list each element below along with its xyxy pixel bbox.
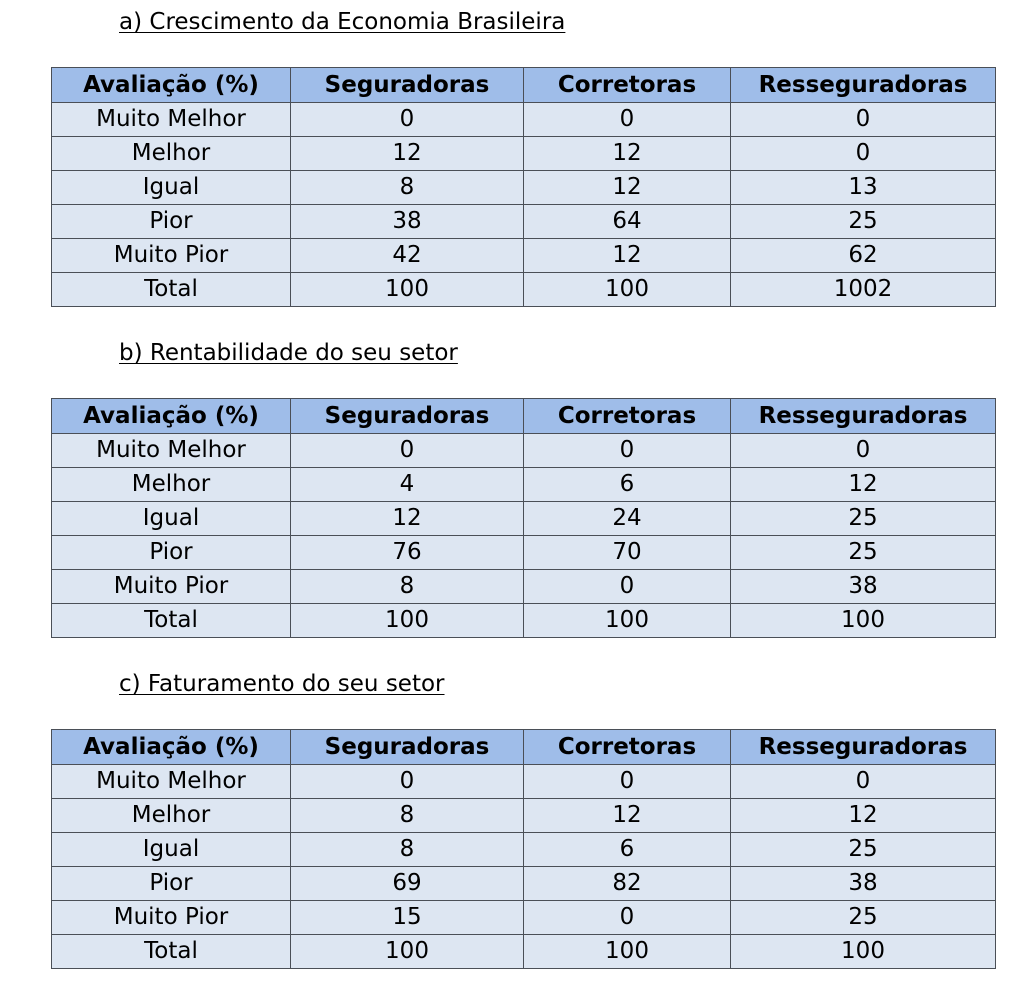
- row-label: Melhor: [52, 137, 291, 171]
- cell-corretoras: 6: [524, 833, 731, 867]
- row-label: Muito Melhor: [52, 765, 291, 799]
- cell-seguradoras: 100: [291, 273, 524, 307]
- table-row: [52, 468, 996, 502]
- cell-resseguradoras: 1002: [731, 273, 996, 307]
- section-title-economia: a) Crescimento da Economia Brasileira: [119, 9, 566, 35]
- row-label: Muito Melhor: [52, 103, 291, 137]
- cell-seguradoras: 76: [291, 536, 524, 570]
- header-corretoras: Corretoras: [524, 399, 731, 434]
- cell-corretoras: 0: [524, 103, 731, 137]
- row-label: Igual: [52, 833, 291, 867]
- header-resseguradoras: Resseguradoras: [731, 730, 996, 765]
- table-row: [52, 570, 996, 604]
- row-label: Muito Pior: [52, 901, 291, 935]
- cell-corretoras: 24: [524, 502, 731, 536]
- cell-seguradoras: 8: [291, 570, 524, 604]
- cell-seguradoras: 4: [291, 468, 524, 502]
- row-label: Pior: [52, 867, 291, 901]
- cell-corretoras: 0: [524, 901, 731, 935]
- row-label: Pior: [52, 205, 291, 239]
- cell-resseguradoras: 25: [731, 536, 996, 570]
- cell-resseguradoras: 25: [731, 205, 996, 239]
- row-label: Total: [52, 273, 291, 307]
- row-label: Total: [52, 604, 291, 638]
- cell-corretoras: 100: [524, 604, 731, 638]
- cell-seguradoras: 8: [291, 171, 524, 205]
- cell-seguradoras: 8: [291, 799, 524, 833]
- table-faturamento-setor: [51, 729, 996, 969]
- row-label: Total: [52, 935, 291, 969]
- table-row-total: [52, 273, 996, 307]
- row-label: Muito Melhor: [52, 434, 291, 468]
- row-label: Muito Pior: [52, 239, 291, 273]
- row-label: Muito Pior: [52, 570, 291, 604]
- cell-seguradoras: 38: [291, 205, 524, 239]
- table-row: [52, 799, 996, 833]
- cell-seguradoras: 100: [291, 604, 524, 638]
- header-resseguradoras: Resseguradoras: [731, 399, 996, 434]
- table-row-total: [52, 935, 996, 969]
- cell-resseguradoras: 0: [731, 434, 996, 468]
- cell-resseguradoras: 0: [731, 137, 996, 171]
- cell-seguradoras: 0: [291, 765, 524, 799]
- row-label: Melhor: [52, 799, 291, 833]
- header-seguradoras: Seguradoras: [291, 730, 524, 765]
- cell-corretoras: 12: [524, 239, 731, 273]
- cell-corretoras: 12: [524, 137, 731, 171]
- row-label: Igual: [52, 171, 291, 205]
- cell-resseguradoras: 12: [731, 799, 996, 833]
- row-label: Igual: [52, 502, 291, 536]
- table-row: [52, 434, 996, 468]
- header-corretoras: Corretoras: [524, 730, 731, 765]
- table-row: [52, 502, 996, 536]
- section-title-rentabilidade: b) Rentabilidade do seu setor: [119, 340, 458, 366]
- cell-resseguradoras: 12: [731, 468, 996, 502]
- table-row: [52, 536, 996, 570]
- cell-resseguradoras: 38: [731, 570, 996, 604]
- table-header-row: [52, 68, 996, 103]
- cell-seguradoras: 42: [291, 239, 524, 273]
- table-row: [52, 765, 996, 799]
- cell-resseguradoras: 62: [731, 239, 996, 273]
- header-resseguradoras: Resseguradoras: [731, 68, 996, 103]
- cell-corretoras: 0: [524, 434, 731, 468]
- cell-seguradoras: 69: [291, 867, 524, 901]
- cell-corretoras: 12: [524, 799, 731, 833]
- cell-seguradoras: 0: [291, 434, 524, 468]
- cell-seguradoras: 8: [291, 833, 524, 867]
- row-label: Melhor: [52, 468, 291, 502]
- cell-seguradoras: 100: [291, 935, 524, 969]
- table-row: [52, 137, 996, 171]
- cell-resseguradoras: 100: [731, 604, 996, 638]
- cell-seguradoras: 12: [291, 137, 524, 171]
- table-rentabilidade-setor: [51, 398, 996, 638]
- cell-corretoras: 100: [524, 935, 731, 969]
- table-row: [52, 901, 996, 935]
- row-label: Pior: [52, 536, 291, 570]
- cell-corretoras: 6: [524, 468, 731, 502]
- cell-corretoras: 0: [524, 570, 731, 604]
- header-avaliacao: Avaliação (%): [52, 730, 291, 765]
- cell-seguradoras: 12: [291, 502, 524, 536]
- table-row: [52, 171, 996, 205]
- header-avaliacao: Avaliação (%): [52, 399, 291, 434]
- section-title-faturamento: c) Faturamento do seu setor: [119, 671, 445, 697]
- cell-seguradoras: 15: [291, 901, 524, 935]
- cell-resseguradoras: 25: [731, 833, 996, 867]
- cell-resseguradoras: 38: [731, 867, 996, 901]
- table-row: [52, 205, 996, 239]
- table-header-row: [52, 399, 996, 434]
- cell-resseguradoras: 25: [731, 502, 996, 536]
- table-row: [52, 867, 996, 901]
- header-corretoras: Corretoras: [524, 68, 731, 103]
- table-row-total: [52, 604, 996, 638]
- table-row: [52, 833, 996, 867]
- table-row: [52, 103, 996, 137]
- cell-seguradoras: 0: [291, 103, 524, 137]
- cell-corretoras: 12: [524, 171, 731, 205]
- table-crescimento-economia: [51, 67, 996, 307]
- cell-resseguradoras: 25: [731, 901, 996, 935]
- cell-corretoras: 100: [524, 273, 731, 307]
- cell-corretoras: 82: [524, 867, 731, 901]
- cell-resseguradoras: 0: [731, 765, 996, 799]
- cell-resseguradoras: 100: [731, 935, 996, 969]
- cell-corretoras: 70: [524, 536, 731, 570]
- table-header-row: [52, 730, 996, 765]
- cell-resseguradoras: 13: [731, 171, 996, 205]
- header-avaliacao: Avaliação (%): [52, 68, 291, 103]
- cell-corretoras: 64: [524, 205, 731, 239]
- header-seguradoras: Seguradoras: [291, 399, 524, 434]
- table-row: [52, 239, 996, 273]
- cell-corretoras: 0: [524, 765, 731, 799]
- cell-resseguradoras: 0: [731, 103, 996, 137]
- header-seguradoras: Seguradoras: [291, 68, 524, 103]
